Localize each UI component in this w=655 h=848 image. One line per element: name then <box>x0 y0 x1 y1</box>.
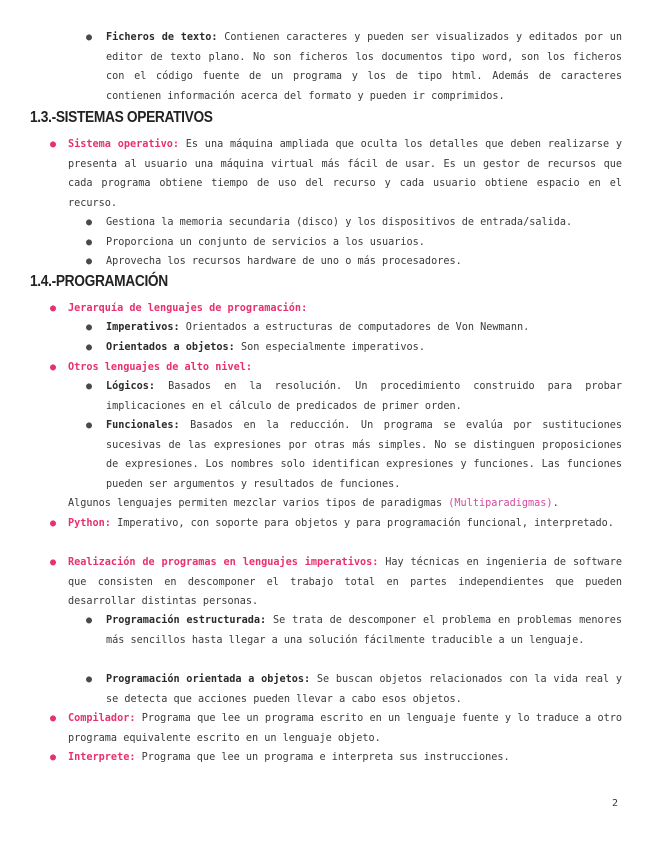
term-label: Otros lenguajes de alto nivel: <box>68 362 253 373</box>
list-item-logicos <box>106 377 622 416</box>
bullet: ● <box>50 518 57 529</box>
bullet: ● <box>50 362 57 373</box>
list-item: Proporciona un conjunto de servicios a los usuarios. <box>106 237 425 248</box>
paragraph-compilador <box>68 709 622 748</box>
term-label: Orientados a objetos: <box>106 342 235 353</box>
term-label: Compilador: <box>68 713 136 724</box>
section-heading-sistemas-operativos: 1.3.-SISTEMAS OPERATIVOS <box>30 109 213 126</box>
term-label: Sistema operativo: <box>68 139 180 150</box>
list-item-funcionales <box>106 416 622 494</box>
paragraph-ficheros-texto <box>106 28 622 106</box>
paragraph-sistema-operativo <box>68 135 622 213</box>
page-number: 2 <box>612 798 619 809</box>
list-item-imperativos <box>106 318 622 338</box>
bullet: ● <box>86 32 93 43</box>
paragraph-realizacion <box>68 553 622 612</box>
bullet: ● <box>86 217 93 228</box>
bullet: ● <box>50 139 57 150</box>
term-label: Programación estructurada: <box>106 615 267 626</box>
multiparadigmas-highlight: (Multiparadigmas) <box>448 498 553 509</box>
term-text: Contienen caracteres y pueden ser visualizados y editados por un editor de texto plano. No son ficheros los documentos tipo word, son los ficheros con el código fuente de un programa y los de tipo html. Además de caracteres contienen información acerca del formato y pueden ir comprimidos. <box>106 32 623 102</box>
term-label: Programación orientada a objetos: <box>106 674 311 685</box>
term-label: Realización de programas en lenguajes imperativos: <box>68 557 379 568</box>
bullet: ● <box>86 256 93 267</box>
list-item-estructurada <box>106 611 622 650</box>
paragraph-python <box>68 514 622 534</box>
term-text: Hay técnicas en ingenieria de software que consisten en descomponer el trabajo total en partes independientes que pueden desarrollar distintas personas. <box>68 557 623 608</box>
term-text: Se trata de descomponer el problema en problemas menores más sencillos hasta llegar a una solución fácilmente traducible a un lenguaje. <box>106 615 623 646</box>
list-item: Gestiona la memoria secundaria (disco) y los dispositivos de entrada/salida. <box>106 217 573 228</box>
term-label: Interprete: <box>68 752 136 763</box>
term-text: Se buscan objetos relacionados con la vida real y se detecta que acciones pueden llevar a cabo esos objetos. <box>106 674 623 705</box>
bullet: ● <box>86 615 93 626</box>
bullet: ● <box>86 342 93 353</box>
term-label: Imperativos: <box>106 322 180 333</box>
list-item: Aprovecha los recursos hardware de uno o más procesadores. <box>106 256 462 267</box>
term-text: Basados en la reducción. Un programa se evalúa por sustituciones sucesivas de las expresiones por otras más simples. No se distinguen proposiciones de expresiones. Los nombres solo identifican expresiones y funciones. Las funciones pueden ser argumentos y resultados de funciones. <box>106 420 622 490</box>
bullet: ● <box>86 420 93 431</box>
bullet: ● <box>86 381 93 392</box>
bullet: ● <box>86 674 93 685</box>
section-heading-programacion: 1.4.-PROGRAMACIÓN <box>30 273 168 290</box>
paradigmas-text: Algunos lenguajes permiten mezclar varios tipos de paradigmas <box>68 498 449 509</box>
paragraph-interprete <box>68 748 622 768</box>
term-text: Orientados a estructuras de computadores de Von Newmann. <box>179 322 530 333</box>
term-text: Imperativo, con soporte para objetos y para programación funcional, interpretado. <box>110 518 614 529</box>
paragraph-otros-lenguajes <box>68 358 622 378</box>
term-label: Jerarquía de lenguajes de programación: <box>68 303 308 314</box>
term-text: Son especialmente imperativos. <box>234 342 425 353</box>
paragraph-jerarquia <box>68 299 622 319</box>
term-label: Funcionales: <box>106 420 180 431</box>
list-item-poo <box>106 670 622 709</box>
paragraph-paradigmas <box>68 494 622 514</box>
bullet: ● <box>50 713 57 724</box>
bullet: ● <box>86 237 93 248</box>
bullet: ● <box>50 557 57 568</box>
term-label: Python: <box>68 518 111 529</box>
bullet: ● <box>50 303 57 314</box>
term-label: Lógicos: <box>106 381 156 392</box>
term-text: Es una máquina ampliada que oculta los detalles que deben realizarse y presenta al usuario una máquina virtual más fácil de usar. Es un gestor de recursos que cada programa obtiene tiempo de uso del recurso y cada usuario obtiene espacio en el recurso. <box>68 139 622 209</box>
bullet: ● <box>50 752 57 763</box>
term-text: Programa que lee un programa e interpreta sus instrucciones. <box>135 752 510 763</box>
paradigmas-end: . <box>552 498 559 509</box>
term-text: Basados en la resolución. Un procedimiento construido para probar implicaciones en el cálculo de predicados de primer orden. <box>106 381 622 412</box>
bullet: ● <box>86 322 93 333</box>
term-label: Ficheros de texto: <box>106 32 218 43</box>
list-item-objetos <box>106 338 622 358</box>
term-text: Programa que lee un programa escrito en un lenguaje fuente y lo traduce a otro programa equivalente escrito en un lenguaje objeto. <box>68 713 622 744</box>
